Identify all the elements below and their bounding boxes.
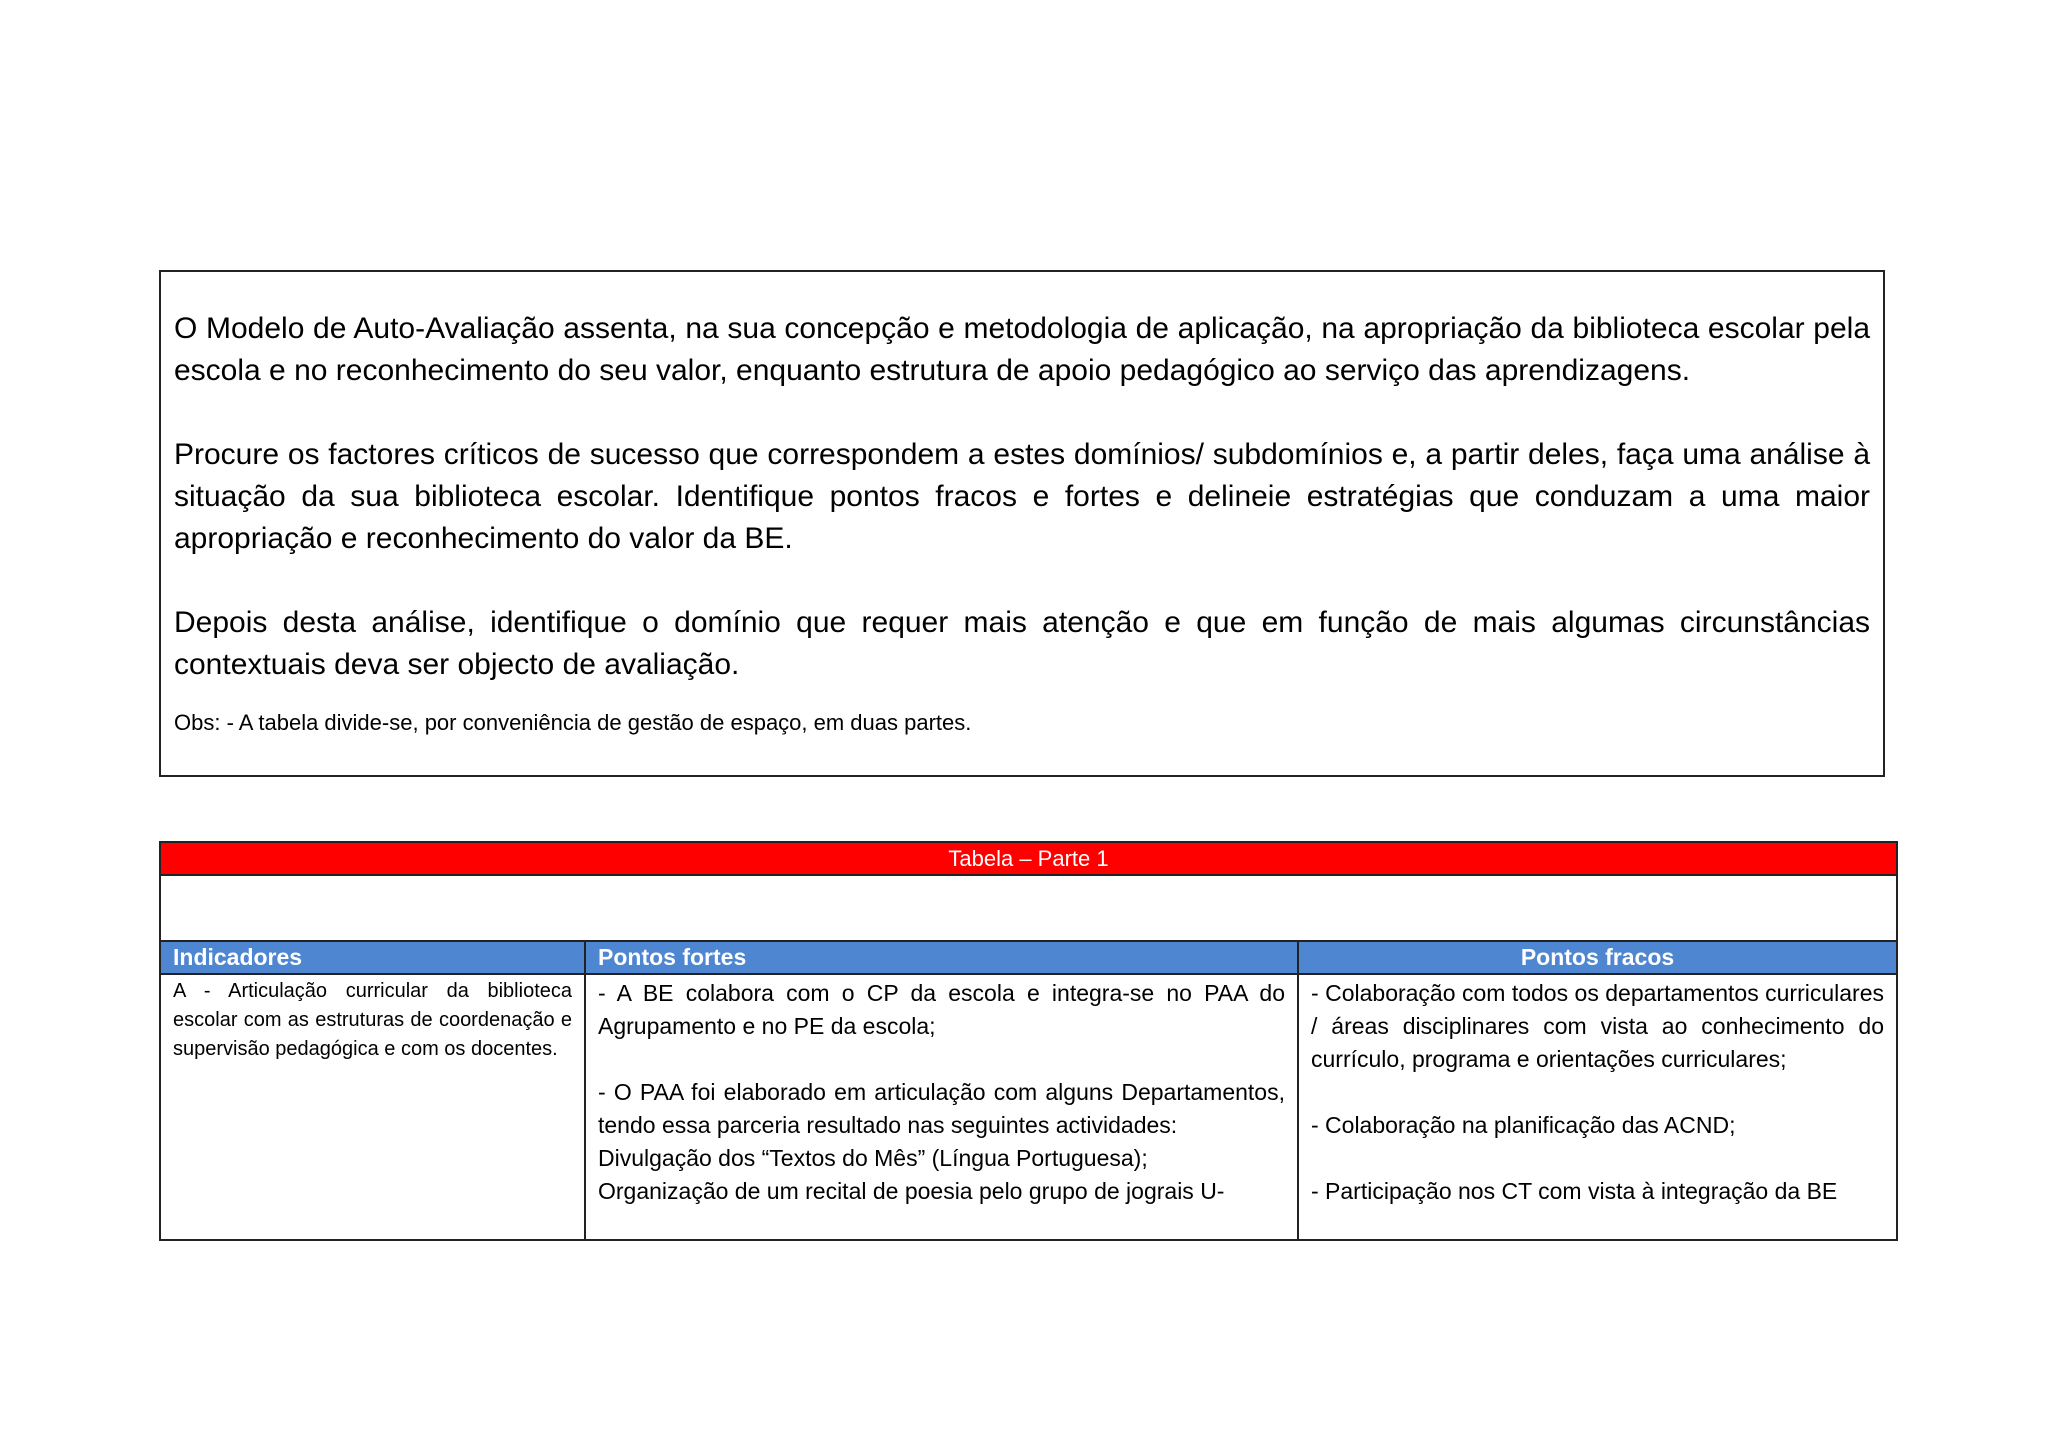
table-row — [160, 974, 1897, 1240]
intro-paragraph-2: Procure os factores críticos de sucesso que correspondem a estes domínios/ subdomínios e, a partir deles, faça uma análise à situação da sua biblioteca escolar. Identifique pontos fracos e fortes e delineie estratégias que conduzam a uma maior apropriação e reconhecimento do valor da BE. — [174, 438, 1870, 555]
header-pontos-fracos: Pontos fracos — [1298, 941, 1897, 974]
fracos-paragraph-2: - Colaboração na planificação das ACND; — [1311, 1112, 1736, 1138]
cell-pontos-fracos — [1298, 974, 1897, 1240]
fortes-line-2: Organização de um recital de poesia pelo grupo de jograis U- — [598, 1178, 1225, 1204]
header-indicadores: Indicadores — [160, 941, 585, 974]
evaluation-table-wrapper — [159, 841, 1896, 1241]
table-blank-cell — [160, 875, 1897, 941]
fortes-paragraph-2: - O PAA foi elaborado em articulação com alguns Departamentos, tendo essa parceria resultado nas seguintes actividades: — [598, 1079, 1285, 1138]
cell-indicador — [160, 974, 585, 1240]
fracos-paragraph-1: - Colaboração com todos os departamentos curriculares / áreas disciplinares com vista ao conhecimento do currículo, programa e orientações curriculares; — [1311, 980, 1884, 1072]
table-header-row — [160, 941, 1897, 974]
table-blank-row — [160, 875, 1897, 941]
fracos-paragraph-3: - Participação nos CT com vista à integração da BE — [1311, 1178, 1838, 1204]
intro-note: Obs: - A tabela divide-se, por conveniência de gestão de espaço, em duas partes. — [174, 710, 972, 735]
intro-paragraph-3: Depois desta análise, identifique o domínio que requer mais atenção e que em função de mais algumas circunstâncias contextuais deva ser objecto de avaliação. — [174, 606, 1870, 681]
evaluation-table — [159, 841, 1898, 1241]
indicador-text: A - Articulação curricular da biblioteca escolar com as estruturas de coordenação e supervisão pedagógica e com os docentes. — [173, 980, 572, 1060]
fortes-line-1: Divulgação dos “Textos do Mês” (Língua Portuguesa); — [598, 1145, 1148, 1171]
cell-pontos-fortes — [585, 974, 1298, 1240]
instructions-box — [159, 270, 1885, 777]
table-title: Tabela – Parte 1 — [160, 842, 1897, 875]
header-pontos-fortes: Pontos fortes — [585, 941, 1298, 974]
table-title-row — [160, 842, 1897, 875]
fortes-paragraph-1: - A BE colabora com o CP da escola e integra-se no PAA do Agrupamento e no PE da escola; — [598, 980, 1285, 1039]
intro-paragraph-1: O Modelo de Auto-Avaliação assenta, na sua concepção e metodologia de aplicação, na apropriação da biblioteca escolar pela escola e no reconhecimento do seu valor, enquanto estrutura de apoio pedagógico ao serviço das aprendizagens. — [174, 312, 1870, 387]
